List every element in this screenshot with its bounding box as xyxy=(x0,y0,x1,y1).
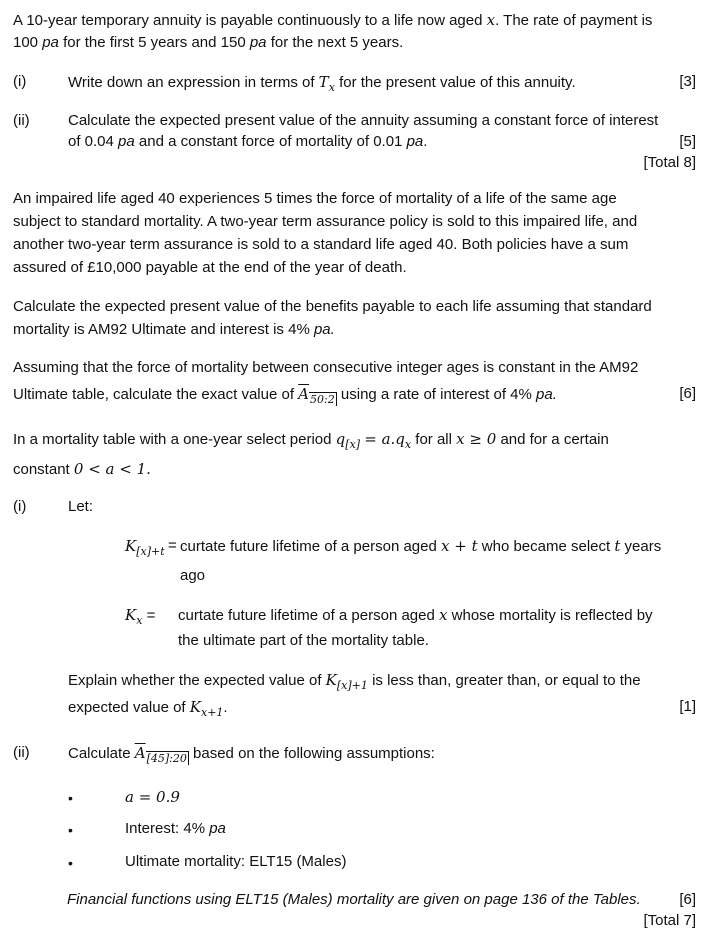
q1-part-ii-marks: [5] xyxy=(679,133,696,150)
q4-part-i-label: (i) xyxy=(13,498,27,515)
q4-k1-ago: ago xyxy=(180,567,206,584)
q4-total: [Total 7] xyxy=(643,912,696,929)
q4-part-ii-marks: [6] xyxy=(679,891,696,908)
q4-assumption-1: a = 0.9 xyxy=(125,788,180,806)
q4-line1: In a mortality table with a one-year select period $q_{[x]} = a.q_x$ for all x ≥ 0 and for a certain xyxy=(13,430,609,451)
q2-para1-line2: subject to standard mortality. A two-year term assurance policy is sold to this impaired life, and xyxy=(13,213,638,230)
q2-para2-line1: Calculate the expected present value of the benefits payable to each life assuming that standard xyxy=(13,298,652,315)
q3-marks: [6] xyxy=(679,385,696,402)
q4-k1-text: curtate future lifetime of a person aged x + t who became select t years xyxy=(180,537,662,555)
q1-part-ii-line2: of 0.04 pa and a constant force of mortality of 0.01 pa. xyxy=(68,133,428,150)
q4-k2-line2: the ultimate part of the mortality table. xyxy=(178,632,429,649)
q4-explain-line2: expected value of $K_{x+1}$. xyxy=(68,698,228,719)
bullet-icon: • xyxy=(68,855,73,871)
q4-assumption-2: Interest: 4% pa xyxy=(125,820,226,837)
q4-k1-eq: = xyxy=(168,537,177,554)
q4-k2-def: $K_x$ = xyxy=(125,606,156,627)
q1-part-i-marks: [3] xyxy=(679,73,696,90)
q1-total: [Total 8] xyxy=(643,154,696,171)
q4-line2: constant 0 < a < 1. xyxy=(13,460,151,478)
q3-line1: Assuming that the force of mortality between consecutive integer ages is constant in the AM92 xyxy=(13,359,639,376)
q4-let: Let: xyxy=(68,498,94,515)
q4-k1-def: $K_{[x]+t}$ xyxy=(125,537,165,558)
bullet-icon: • xyxy=(68,822,73,838)
q1-part-i-label: (i) xyxy=(13,73,27,90)
q4-assumption-3: Ultimate mortality: ELT15 (Males) xyxy=(125,853,347,870)
q4-part-i-marks: [1] xyxy=(679,698,696,715)
q4-tables-note: Financial functions using ELT15 (Males) mortality are given on page 136 of the Tables. xyxy=(67,891,641,908)
q1-intro-line2: 100 pa for the first 5 years and 150 pa for the next 5 years. xyxy=(13,34,404,51)
q2-para1-line4: assured of £10,000 payable at the end of the year of death. xyxy=(13,259,407,276)
q2-para1-line3: another two-year term assurance is sold to a standard life aged 40. Both policies have a sum xyxy=(13,236,629,253)
q4-explain-line1: Explain whether the expected value of $K_{[x]+1}$ is less than, greater than, or equal to the xyxy=(68,671,641,692)
bullet-icon: • xyxy=(68,790,73,806)
q2-para2-line2: mortality is AM92 Ultimate and interest is 4% pa. xyxy=(13,321,335,338)
q1-intro-line1: A 10-year temporary annuity is payable continuously to a life now aged x. The rate of payment is xyxy=(13,11,653,29)
q3-line2: Ultimate table, calculate the exact value of $\overline{A}_{50:2}$ using a rate of interest of 4% pa. xyxy=(13,385,557,406)
q4-part-ii-label: (ii) xyxy=(13,744,30,761)
q4-k2-text: curtate future lifetime of a person aged x whose mortality is reflected by xyxy=(178,606,653,624)
q1-part-ii-line1: Calculate the expected present value of the annuity assuming a constant force of interest xyxy=(68,112,659,129)
q4-part-ii-text: Calculate $\overline{A}_{[45]:20}$ based on the following assumptions: xyxy=(68,744,435,765)
q2-para1-line1: An impaired life aged 40 experiences 5 times the force of mortality of a life of the same age xyxy=(13,190,617,207)
q1-part-i-text: Write down an expression in terms of $T_x$ for the present value of this annuity. xyxy=(68,73,576,94)
q1-part-ii-label: (ii) xyxy=(13,112,30,129)
